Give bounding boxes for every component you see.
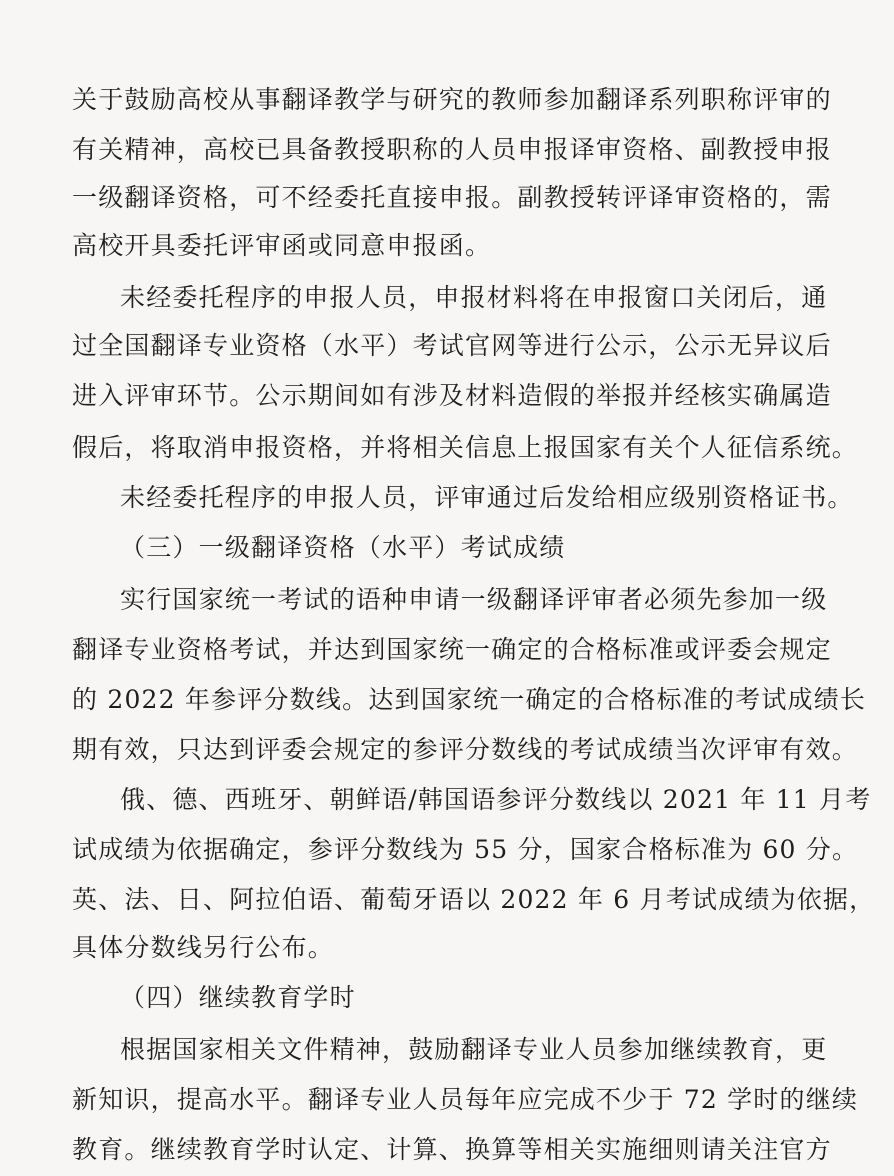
section-heading-4: （四）继续教育学时 xyxy=(120,983,356,1012)
text-line: 期有效，只达到评委会规定的参评分数线的考试成绩当次评审有效。 xyxy=(72,735,859,764)
paragraph-start-line: 实行国家统一考试的语种申请一级翻译评审者必须先参加一级 xyxy=(120,585,828,614)
paragraph-start-line: 未经委托程序的申报人员，评审通过后发给相应级别资格证书。 xyxy=(120,483,854,512)
text-line: 进入评审环节。公示期间如有涉及材料造假的举报并经核实确属造 xyxy=(72,381,832,410)
paragraph-start-line: 俄、德、西班牙、朝鲜语/韩国语参评分数线以 2021 年 11 月考 xyxy=(120,785,872,814)
text-line: 有关精神，高校已具备教授职称的人员申报译审资格、副教授申报 xyxy=(72,135,832,164)
text-line: 教育。继续教育学时认定、计算、换算等相关实施细则请关注官方 xyxy=(72,1135,832,1164)
text-line: 高校开具委托评审函或同意申报函。 xyxy=(72,231,492,260)
text-line: 关于鼓励高校从事翻译教学与研究的教师参加翻译系列职称评审的 xyxy=(72,85,832,114)
section-heading-3: （三）一级翻译资格（水平）考试成绩 xyxy=(120,533,566,562)
text-line: 具体分数线另行公布。 xyxy=(72,933,335,962)
paragraph-start-line: 根据国家相关文件精神，鼓励翻译专业人员参加继续教育，更 xyxy=(120,1035,828,1064)
text-line: 过全国翻译专业资格（水平）考试官网等进行公示，公示无异议后 xyxy=(72,331,832,360)
paragraph-start-line: 未经委托程序的申报人员，申报材料将在申报窗口关闭后，通 xyxy=(120,283,828,312)
text-line: 英、法、日、阿拉伯语、葡萄牙语以 2022 年 6 月考试成绩为依据， xyxy=(72,885,876,914)
text-line: 试成绩为依据确定，参评分数线为 55 分，国家合格标准为 60 分。 xyxy=(72,835,859,864)
text-line: 的 2022 年参评分数线。达到国家统一确定的合格标准的考试成绩长 xyxy=(72,685,867,714)
text-line: 翻译专业资格考试，并达到国家统一确定的合格标准或评委会规定 xyxy=(72,635,832,664)
text-line: 新知识，提高水平。翻译专业人员每年应完成不少于 72 学时的继续 xyxy=(72,1085,859,1114)
text-line: 假后，将取消申报资格，并将相关信息上报国家有关个人征信系统。 xyxy=(72,433,859,462)
text-line: 一级翻译资格，可不经委托直接申报。副教授转评译审资格的，需 xyxy=(72,183,832,212)
